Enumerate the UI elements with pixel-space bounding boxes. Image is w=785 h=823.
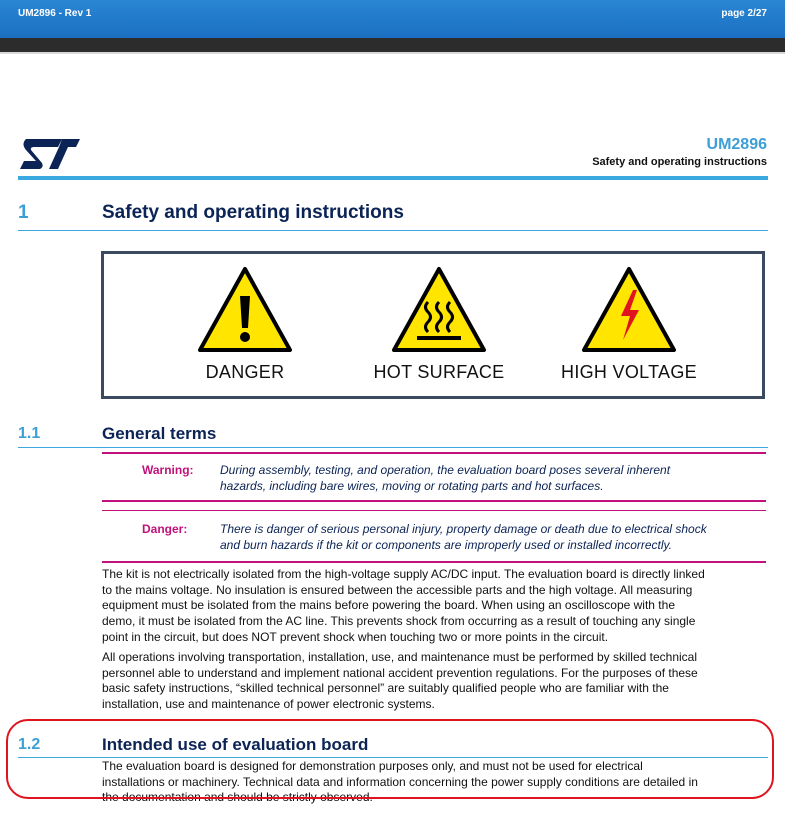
hazard-label: DANGER bbox=[205, 362, 285, 382]
danger-text: There is danger of serious personal injury, property damage or death due to electrical shock and burn hazards if the kit or components are improperly used or installed incorrectly. bbox=[220, 522, 707, 552]
hot-surface-icon bbox=[391, 266, 487, 354]
viewer-dark-strip bbox=[0, 38, 785, 52]
hazard-hot-surface bbox=[354, 266, 524, 383]
warning-text: During assembly, testing, and operation, the evaluation board poses several inherent hazards, including bare wires, moving or rotating parts and hot surfaces. bbox=[220, 463, 671, 493]
hazard-symbols-box bbox=[101, 251, 765, 399]
subsection-number: 1.2 bbox=[18, 736, 41, 753]
exclamation-warning-icon bbox=[197, 266, 293, 354]
doc-id: UM2896 bbox=[706, 136, 767, 153]
paragraph-intended-use: The evaluation board is designed for demonstration purposes only, and must not be used for electrical installations or machinery. Technical data and information concerning the power supply conditions are detailed in the documentation and should be strictly observed. bbox=[102, 759, 698, 805]
danger-label: Danger: bbox=[142, 522, 188, 536]
warning-label: Warning: bbox=[142, 463, 194, 477]
danger-note bbox=[102, 510, 766, 563]
doc-subtitle: Safety and operating instructions bbox=[592, 156, 767, 168]
subsection-rule bbox=[18, 447, 768, 448]
high-voltage-icon bbox=[581, 266, 677, 354]
section-number: 1 bbox=[18, 202, 29, 223]
warning-note bbox=[102, 452, 766, 502]
subsection-title: Intended use of evaluation board bbox=[102, 735, 369, 754]
subsection-number: 1.1 bbox=[18, 425, 41, 442]
hazard-high-voltage bbox=[544, 266, 714, 383]
subsection-title: General terms bbox=[102, 424, 217, 443]
page-top-divider bbox=[0, 52, 785, 54]
hazard-label: HIGH VOLTAGE bbox=[561, 362, 697, 382]
section-rule bbox=[18, 230, 768, 231]
viewer-top-bar bbox=[0, 0, 785, 38]
red-highlight-annotation bbox=[6, 719, 774, 799]
hazard-danger bbox=[160, 266, 330, 383]
st-logo bbox=[18, 137, 80, 171]
page-indicator: page 2/27 bbox=[721, 8, 767, 19]
paragraph-isolation: The kit is not electrically isolated from the high-voltage supply AC/DC input. The evaluation board is directly linked to the mains voltage. No insulation is ensured between the accessible parts and the high voltage. All measuring equipment must be isolated from the mains before powering the board. When using an oscilloscope with the demo, it must be isolated from the AC line. This prevents shock from occurring as a result of touching any single point in the circuit, but does NOT prevent shock when touching two or more points in the circuit. bbox=[102, 567, 705, 644]
section-title: Safety and operating instructions bbox=[102, 202, 404, 223]
hazard-label: HOT SURFACE bbox=[373, 362, 505, 382]
doc-revision-label: UM2896 - Rev 1 bbox=[18, 8, 92, 19]
paragraph-personnel: All operations involving transportation, installation, use, and maintenance must be performed by skilled technical personnel able to understand and implement national accident prevention regulations. For the purposes of these basic safety instructions, “skilled technical personnel” are suitably qualified people who are familiar with the installation, use and maintenance of power electronic systems. bbox=[102, 650, 698, 712]
header-rule bbox=[18, 176, 768, 180]
